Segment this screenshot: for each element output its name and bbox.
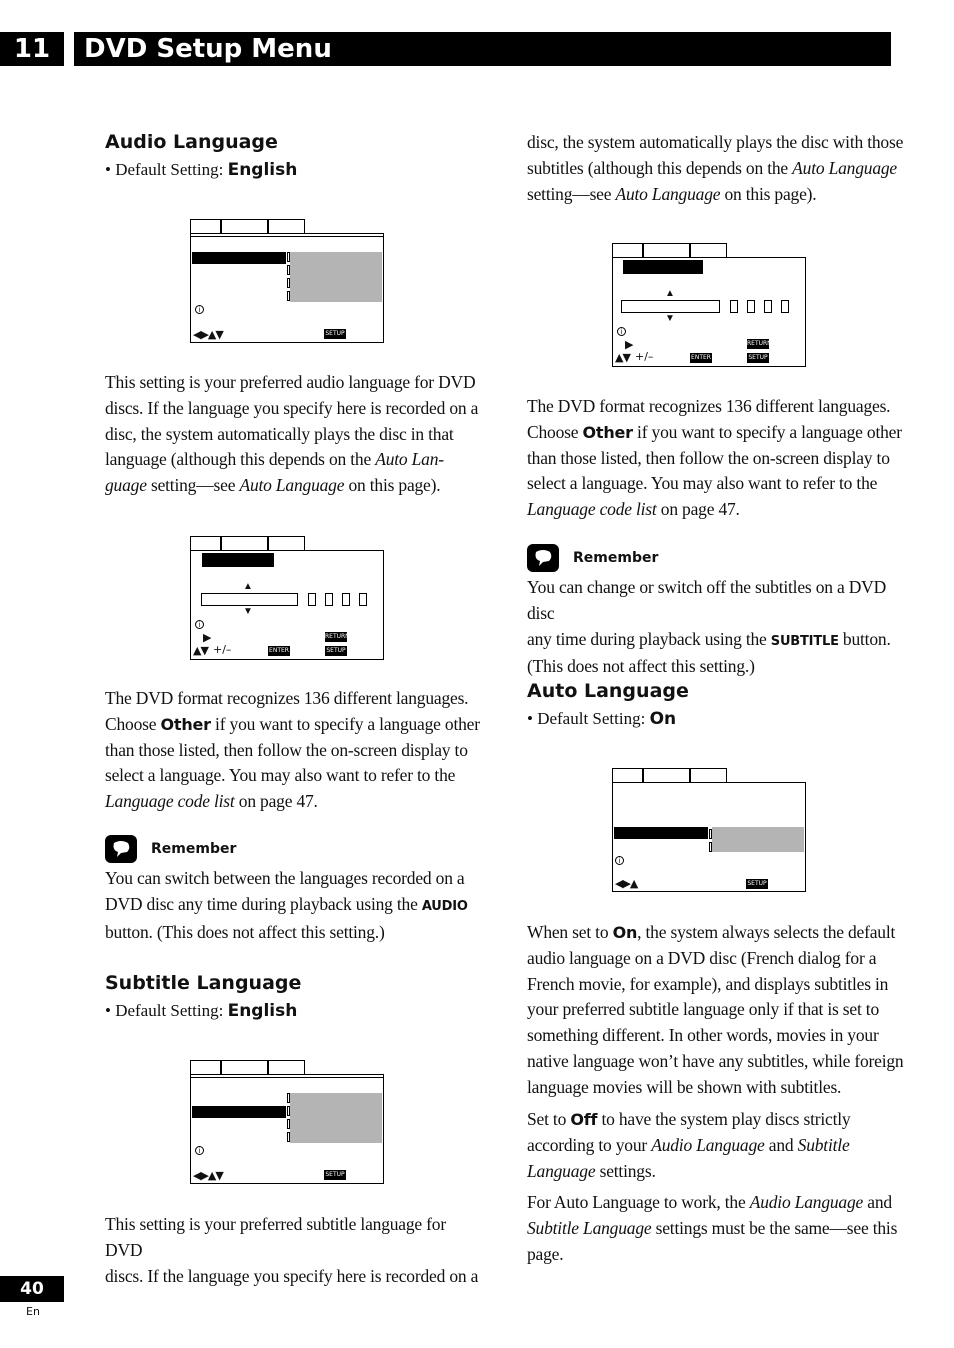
setup-key-label: SETUP (326, 647, 346, 654)
auto-language-off-description: Set to Off to have the system play discs strictly according to your Audio Language and Subtitle Language settings. (527, 1109, 851, 1181)
subtitle-language-screen (190, 1060, 384, 1184)
info-icon: i (195, 620, 204, 629)
subtitle-language-description: This setting is your preferred subtitle language for DVD discs. If the language you specify here is recorded on a (105, 1214, 479, 1286)
enter-key-label: ENTER (691, 354, 711, 361)
enter-key-label: ENTER (269, 647, 289, 654)
auto-language-description: When set to On, the system always selects the default audio language on a DVD disc (French dialog for a French movie, for example), and displays subtitles in your preferred subtitle language only if that is set to something different. In other words, movies in your native language won’t have any subtitles, while foreign language movies will be shown with subtitles. (527, 922, 904, 1097)
subtitle-language-heading: Subtitle Language (105, 972, 302, 994)
right-arrow-icon: ▶ (625, 338, 633, 351)
up-arrow-icon: ▲ (665, 288, 675, 299)
subtitle-remember-text: You can change or switch off the subtitles on a DVD disc any time during playback using the SUBTITLE button. (This does not affect this setting.) (527, 577, 891, 677)
auto-language-default: • Default Setting: On (527, 709, 677, 729)
auto-language-requirement: For Auto Language to work, the Audio Language and Subtitle Language settings must be the same—see this page. (527, 1192, 898, 1264)
speech-bubble-icon (105, 835, 137, 863)
plus-minus-label: +/– (635, 350, 654, 363)
auto-language-screen (612, 768, 806, 892)
subtitle-other-language-screen (612, 243, 806, 367)
chapter-number: 11 (0, 32, 64, 66)
right-arrow-icon: ▶ (203, 631, 211, 644)
audio-other-description: The DVD format recognizes 136 different languages. Choose Other if you want to specify a language other than those listed, then follow the on-screen display to select a language. You may also want to refer to the Language code list on page 47. (105, 688, 480, 812)
setup-key-label: SETUP (747, 880, 767, 887)
setup-key-label: SETUP (748, 354, 768, 361)
language-entry-box (201, 593, 298, 606)
setup-key-label: SETUP (325, 1171, 345, 1178)
down-arrow-icon: ▼ (243, 606, 253, 617)
info-icon: i (617, 327, 626, 336)
return-key-label: RETURN (747, 340, 772, 347)
up-down-keys-icon: ▲▼ (615, 351, 630, 364)
subtitle-language-default: • Default Setting: English (105, 1001, 298, 1021)
down-arrow-icon: ▼ (665, 313, 675, 324)
plus-minus-label: +/– (213, 643, 232, 656)
up-down-keys-icon: ▲▼ (193, 644, 208, 657)
subtitle-language-description-continued: disc, the system automatically plays the disc with those subtitles (although this depends on the Auto Language setting—see Auto Language on this page). (527, 132, 904, 204)
remember-note-subtitle: Remember (527, 544, 727, 574)
arrow-keys-icon: ◀▶▲▼ (193, 328, 223, 341)
arrow-keys-icon: ◀▶▲ (615, 877, 638, 890)
info-icon: i (615, 856, 624, 865)
up-arrow-icon: ▲ (243, 581, 253, 592)
audio-remember-text: You can switch between the languages recorded on a DVD disc any time during playback using the AUDIO button. (This does not affect this setting.) (105, 868, 468, 942)
audio-other-language-screen (190, 536, 384, 660)
info-icon: i (195, 1146, 204, 1155)
speech-bubble-icon (527, 544, 559, 572)
audio-language-description: This setting is your preferred audio language for DVD discs. If the language you specify here is recorded on a disc, the system automatically plays the disc in that language (although this depends on the Auto Lan- guage setting—see Auto Language on this page). (105, 372, 479, 496)
page-number: 40 (0, 1276, 64, 1302)
chapter-title: DVD Setup Menu (74, 32, 891, 66)
audio-language-heading: Audio Language (105, 131, 278, 153)
audio-language-screen (190, 219, 384, 343)
language-code: En (26, 1305, 40, 1318)
return-key-label: RETURN (325, 633, 350, 640)
arrow-keys-icon: ◀▶▲▼ (193, 1169, 223, 1182)
language-entry-box (621, 300, 720, 313)
remember-note-audio: Remember (105, 835, 305, 865)
audio-language-default: • Default Setting: English (105, 160, 298, 180)
setup-key-label: SETUP (325, 330, 345, 337)
subtitle-other-description: The DVD format recognizes 136 different languages. Choose Other if you want to specify a language other than those listed, then follow the on-screen display to select a language. You may also want to refer to the Language code list on page 47. (527, 396, 902, 520)
auto-language-heading: Auto Language (527, 680, 689, 702)
info-icon: i (195, 305, 204, 314)
